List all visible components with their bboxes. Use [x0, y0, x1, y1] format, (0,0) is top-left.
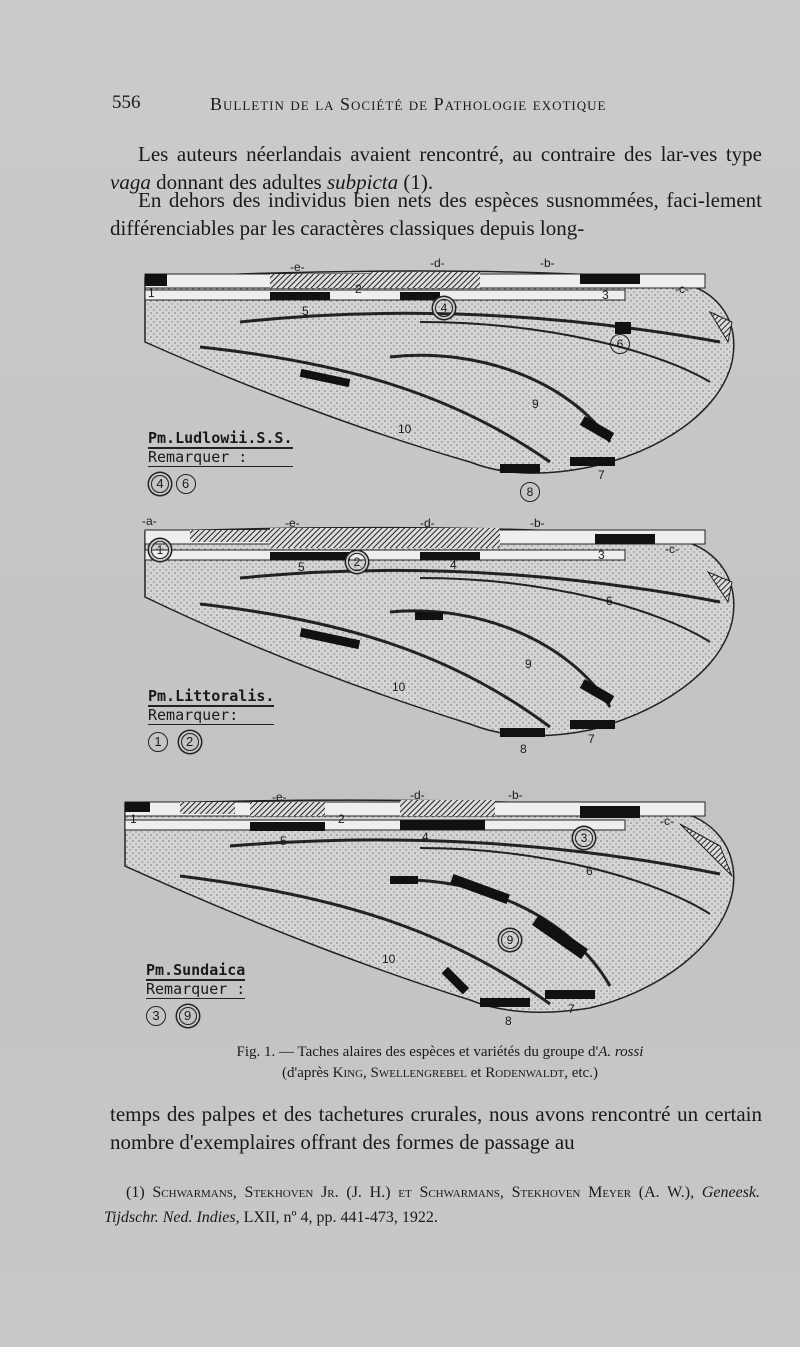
vein-number: 8: [520, 742, 527, 756]
vein-number: 5: [280, 834, 287, 848]
vein-number: 8: [505, 1014, 512, 1028]
vein-number: 2: [338, 812, 345, 826]
caption-text: Fig. 1. — Taches alaires des espèces et variétés du groupe d': [236, 1044, 599, 1060]
species-name: Pm.Littoralis.: [148, 687, 275, 705]
footnote-journal: Geneesk. Tijdschr. Ned. Indies: [104, 1184, 761, 1226]
circled-numbers: [148, 472, 202, 496]
remark-label: Remarquer:: [148, 707, 274, 725]
vein-letter: -e-: [272, 790, 287, 804]
remark-label: Remarquer :: [146, 980, 246, 998]
journal-title: Bulletin de la Société de Pathologie exotique: [210, 94, 607, 114]
circled-number: 1: [148, 732, 168, 752]
vein-number-circled: 4: [435, 299, 453, 317]
vein-letter: -b-: [530, 516, 545, 530]
wing-label: [146, 962, 245, 999]
vein-number: 6: [606, 594, 613, 608]
vein-letter: -c-: [660, 814, 674, 828]
vein-number-circled: 6: [610, 334, 630, 354]
caption-text: et: [466, 1065, 486, 1081]
footnote-reference: , LXII, nº 4, pp. 441-473, 1922.: [235, 1209, 438, 1226]
vein-number: 1: [148, 286, 155, 300]
vein-number: 4: [422, 830, 429, 844]
caption-line-1: [160, 1042, 720, 1063]
caption-text: , etc.): [564, 1065, 598, 1081]
caption-author: Rodenwaldt: [485, 1065, 565, 1081]
wing-label: [148, 688, 274, 725]
wing-diagram-littoralis: [120, 512, 760, 762]
vein-number: 6: [586, 864, 593, 878]
vein-number: 3: [598, 548, 605, 562]
vein-number-circled: 9: [501, 931, 519, 949]
circled-number: 6: [176, 474, 196, 494]
paragraph-1-text-a: Les auteurs néerlandais avaient rencontré, au contraire des lar-ves type: [138, 142, 762, 166]
vein-number-circled: 1: [151, 541, 169, 559]
circled-numbers: [146, 1004, 200, 1028]
circled-number: 4: [151, 475, 169, 493]
vein-letter: -e-: [285, 516, 300, 530]
vein-number-circled: 3: [575, 829, 593, 847]
caption-species: A. rossi: [598, 1044, 644, 1060]
wing-diagram-ludlowii: [120, 252, 760, 502]
wing-label: [148, 430, 293, 467]
caption-text: (d'après: [282, 1065, 333, 1081]
vein-letter: -e-: [290, 260, 305, 274]
circled-number: 2: [181, 733, 199, 751]
vein-letter: -d-: [420, 516, 435, 530]
vein-number: 10: [392, 680, 406, 694]
vein-number: 4: [450, 558, 457, 572]
species-name: Pm.Sundaica: [146, 961, 246, 979]
term-vaga: vaga: [110, 170, 151, 194]
vein-letter: -c-: [675, 282, 689, 296]
caption-line-2: (d'après King, Swellengrebel et Rodenwaldt, etc.): [282, 1065, 598, 1081]
vein-letter: -d-: [410, 788, 425, 802]
caption-author: King: [332, 1065, 364, 1081]
remark-label: Remarquer :: [148, 449, 293, 467]
circled-number: 3: [146, 1006, 166, 1026]
vein-letter: -d-: [430, 256, 445, 270]
vein-number: 5: [302, 304, 309, 318]
vein-number: 9: [532, 397, 539, 411]
vein-letter: -c-: [665, 542, 679, 556]
vein-number: 7: [588, 732, 595, 746]
vein-number-circled: 2: [348, 553, 366, 571]
vein-number: 10: [382, 952, 396, 966]
vein-number: 2: [355, 282, 362, 296]
running-header: [112, 92, 762, 118]
footnote-authors: Schwarmans, Stekhoven Jr. (J. H.) et Schwarmans, Stekhoven Meyer (A. W.),: [152, 1184, 695, 1201]
figure-caption: [160, 1042, 720, 1084]
vein-number: 9: [525, 657, 532, 671]
vein-number: 5: [298, 560, 305, 574]
footnote-number: (1): [126, 1184, 145, 1201]
vein-number: 10: [398, 422, 412, 436]
paragraph-1-text-c: (1).: [398, 170, 434, 194]
vein-number-circled: 8: [520, 482, 540, 502]
vein-number: 7: [598, 468, 605, 482]
paragraph-3: temps des palpes et des tachetures crurales, nous avons rencontré un certain nombre d'exemplaires offrant des formes de passage au: [110, 1102, 762, 1154]
vein-number: 7: [568, 1002, 575, 1016]
caption-author: Swellengrebel: [370, 1065, 467, 1081]
vein-number: 3: [602, 288, 609, 302]
paragraph-1-text-b: donnant des adultes: [150, 170, 327, 194]
circled-number: 9: [179, 1007, 197, 1025]
vein-letter: -a-: [142, 514, 157, 528]
term-subpicta: subpicta: [326, 170, 399, 194]
paragraph-2: En dehors des individus bien nets des espèces susnommées, faci-lement différenciables par les caractères classiques depuis long-: [110, 188, 762, 240]
circled-numbers: [148, 730, 202, 754]
vein-letter: -b-: [540, 256, 555, 270]
footnote: [104, 1180, 760, 1230]
vein-letter: -b-: [508, 788, 523, 802]
vein-number: 1: [130, 812, 137, 826]
species-name: Pm.Ludlowii.S.S.: [148, 429, 293, 447]
page-number: 556: [112, 92, 141, 113]
wing-diagram-sundaica: [120, 786, 760, 1036]
